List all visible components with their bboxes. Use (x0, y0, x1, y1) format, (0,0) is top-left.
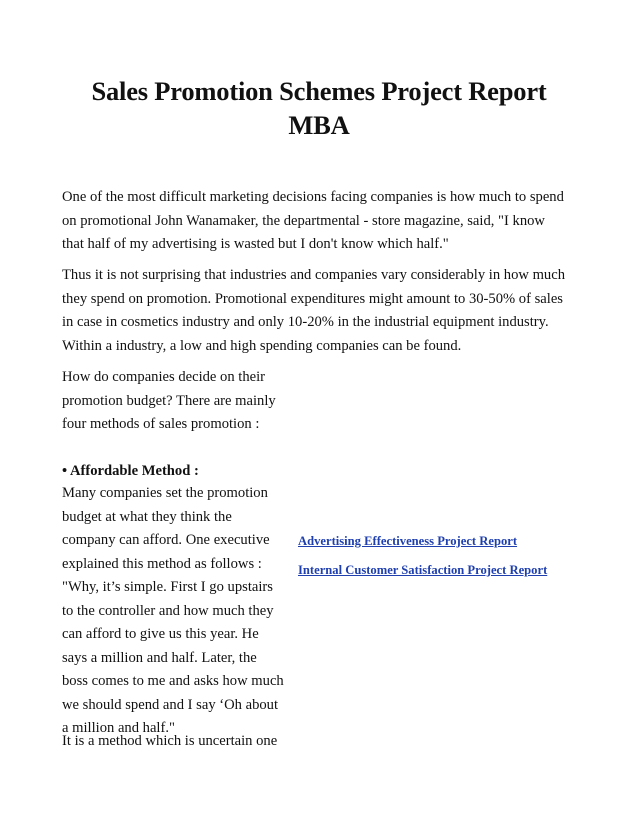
related-links-list (298, 531, 547, 589)
method-uncertain-paragraph (62, 730, 292, 754)
promotion-spending-paragraph (62, 264, 565, 358)
title-line-1: Sales Promotion Schemes Project Report (91, 76, 547, 106)
text-line: they spend on promotion. Promotional expenditures might amount to 30-50% of sales (62, 290, 563, 307)
text-line: promotion budget? There are mainly (62, 392, 276, 409)
related-link-item (298, 560, 547, 589)
document-title (62, 74, 576, 142)
affordable-method-heading: • Affordable Method : (62, 463, 199, 479)
text-line: company can afford. One executive (62, 532, 270, 548)
text-line: Within a industry, a low and high spending companies can be found. (62, 337, 462, 354)
text-line: says a million and half. Later, the (62, 649, 257, 666)
title-line-2: MBA (288, 110, 350, 140)
text-line: four methods of sales promotion : (62, 416, 260, 432)
text-line: budget at what they think the (62, 508, 232, 525)
text-line: a million and half." (62, 720, 175, 736)
text-line: How do companies decide on their (62, 369, 266, 385)
text-line: "Why, it’s simple. First I go upstairs (62, 579, 273, 595)
text-line: explained this method as follows : (62, 555, 262, 572)
text-line: Thus it is not surprising that industries and companies vary considerably in how much (62, 267, 565, 283)
affordable-method-paragraph (62, 482, 292, 741)
text-line: Many companies set the promotion (62, 485, 268, 501)
related-link-item (298, 531, 547, 560)
text-line: It is a method which is uncertain one (62, 733, 278, 749)
text-line: that half of my advertising is wasted but I don't know which half." (62, 236, 449, 252)
advertising-effectiveness-link[interactable]: Advertising Effectiveness Project Report (298, 534, 518, 548)
text-line: in case in cosmetics industry and only 10-20% in the industrial equipment industry. (62, 314, 549, 330)
text-line: we should spend and I say ‘Oh about (62, 696, 279, 713)
text-line: on promotional John Wanamaker, the departmental - store magazine, said, "I know (62, 212, 545, 229)
internal-customer-satisfaction-link[interactable]: Internal Customer Satisfaction Project Report (298, 563, 548, 577)
budget-question-paragraph (62, 366, 292, 437)
text-line: boss comes to me and asks how much (62, 673, 284, 689)
text-line: can afford to give us this year. He (62, 626, 259, 642)
text-line: to the controller and how much they (62, 602, 274, 619)
text-line: One of the most difficult marketing decisions facing companies is how much to spend (62, 189, 564, 205)
intro-paragraph (62, 186, 564, 257)
